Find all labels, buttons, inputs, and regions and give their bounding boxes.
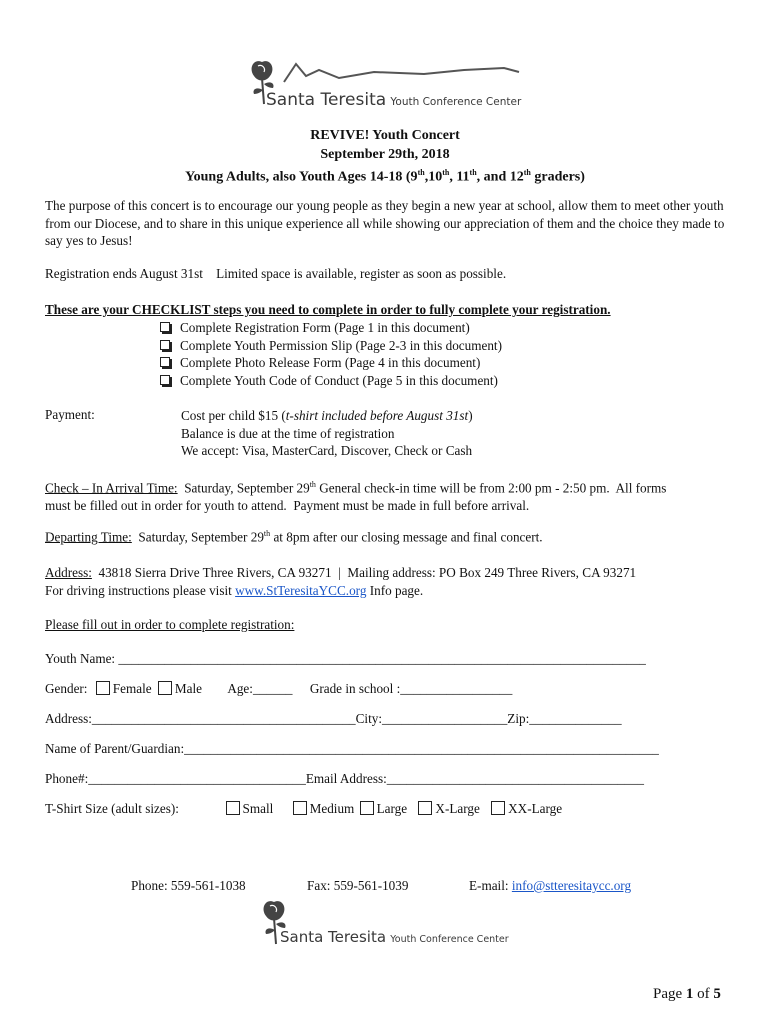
- female-checkbox[interactable]: [96, 681, 110, 695]
- size-xxlarge-checkbox[interactable]: [491, 801, 505, 815]
- checklist-item: Complete Youth Permission Slip (Page 2-3 in this document): [160, 337, 502, 355]
- checkbox-bullet-icon: [160, 322, 170, 332]
- event-title: REVIVE! Youth Concert: [310, 128, 460, 143]
- page-number: Page 1 of 5: [653, 986, 721, 1002]
- size-xlarge-checkbox[interactable]: [418, 801, 432, 815]
- checklist-item: Complete Photo Release Form (Page 4 in this document): [160, 354, 502, 372]
- checkbox-bullet-icon: [160, 375, 170, 385]
- registration-note: Registration ends August 31st Limited space is available, register as soon as possible.: [45, 266, 507, 281]
- checkbox-bullet-icon: [160, 340, 170, 350]
- parent-guardian-field[interactable]: Name of Parent/Guardian:________________________________________________________________________: [45, 741, 659, 756]
- tshirt-row: T-Shirt Size (adult sizes): Small Medium Large X-Large XX-Large: [45, 801, 563, 816]
- address-field[interactable]: Address:________________________________________City:___________________Zip:______________: [45, 711, 622, 726]
- payment-label: Payment:: [45, 407, 95, 422]
- form-heading: Please fill out in order to complete registration:: [45, 617, 295, 632]
- male-checkbox[interactable]: [158, 681, 172, 695]
- phone-email-field[interactable]: Phone#:_________________________________Email Address:_______________________________________: [45, 771, 644, 786]
- bottom-logo: [258, 896, 518, 948]
- payment-balance: Balance is due at the time of registration: [181, 425, 395, 441]
- grade-field[interactable]: Grade in school :_________________: [309, 681, 513, 696]
- checklist-heading: These are your CHECKLIST steps you need to complete in order to fully complete your registration.: [45, 302, 611, 317]
- event-audience: Young Adults, also Youth Ages 14-18 (9th,10th, 11th, and 12th graders): [185, 168, 585, 185]
- bottom-logo-name: Santa Teresita: [280, 928, 387, 946]
- age-field[interactable]: Age:______: [227, 681, 293, 696]
- checkin-info: Check – In Arrival Time: Saturday, September 29th General check-in time will be from 2:00 pm - 2:50 pm. All forms must be filled out in order for youth to attend. Payment must be made in full before arrival.: [45, 480, 667, 513]
- website-link[interactable]: www.StTeresitaYCC.org: [235, 582, 367, 598]
- intro-paragraph: The purpose of this concert is to encourage our young people as they begin a new year at school, allow them to meet other youth from our Diocese, and to share in this unique experience all while showing our appreciation of them and the choice they made to say yes to Jesus!: [45, 198, 725, 249]
- footer-phone: Phone: 559-561-1038: [131, 878, 246, 893]
- logo-tagline: Youth Conference Center: [390, 96, 522, 108]
- departing-info: Departing Time: Saturday, September 29th at 8pm after our closing message and final concert.: [45, 529, 543, 545]
- checklist-item: Complete Registration Form (Page 1 in this document): [160, 319, 502, 337]
- size-small-checkbox[interactable]: [226, 801, 240, 815]
- checkbox-bullet-icon: [160, 357, 170, 367]
- event-date: September 29th, 2018: [320, 146, 450, 162]
- payment-details: [181, 407, 473, 460]
- youth-name-field[interactable]: Youth Name: ________________________________________________________________________________: [45, 651, 646, 666]
- size-medium-checkbox[interactable]: [293, 801, 307, 815]
- size-large-checkbox[interactable]: [360, 801, 374, 815]
- checklist: [160, 319, 502, 389]
- logo-name: Santa Teresita: [266, 90, 387, 110]
- payment-cost: Cost per child $15 (t-shirt included before August 31st): [181, 408, 473, 423]
- gender-row: Gender: Female Male Age:______ Grade in school :_________________: [45, 681, 513, 696]
- address-info: Address: 43818 Sierra Drive Three Rivers, CA 93271 | Mailing address: PO Box 249 Three Rivers, CA 93271 For driving instructions please visit www.StTeresitaYCC.org Info page.: [45, 565, 637, 598]
- top-logo: [244, 54, 534, 112]
- event-header: [0, 127, 770, 187]
- footer-email: E-mail: info@stteresitaycc.org: [469, 878, 632, 893]
- footer-fax: Fax: 559-561-1039: [307, 878, 409, 893]
- email-link[interactable]: info@stteresitaycc.org: [511, 878, 632, 893]
- payment-accept: We accept: Visa, MasterCard, Discover, Check or Cash: [181, 443, 473, 459]
- bottom-logo-tagline: Youth Conference Center: [390, 934, 509, 945]
- checklist-item: Complete Youth Code of Conduct (Page 5 in this document): [160, 372, 502, 390]
